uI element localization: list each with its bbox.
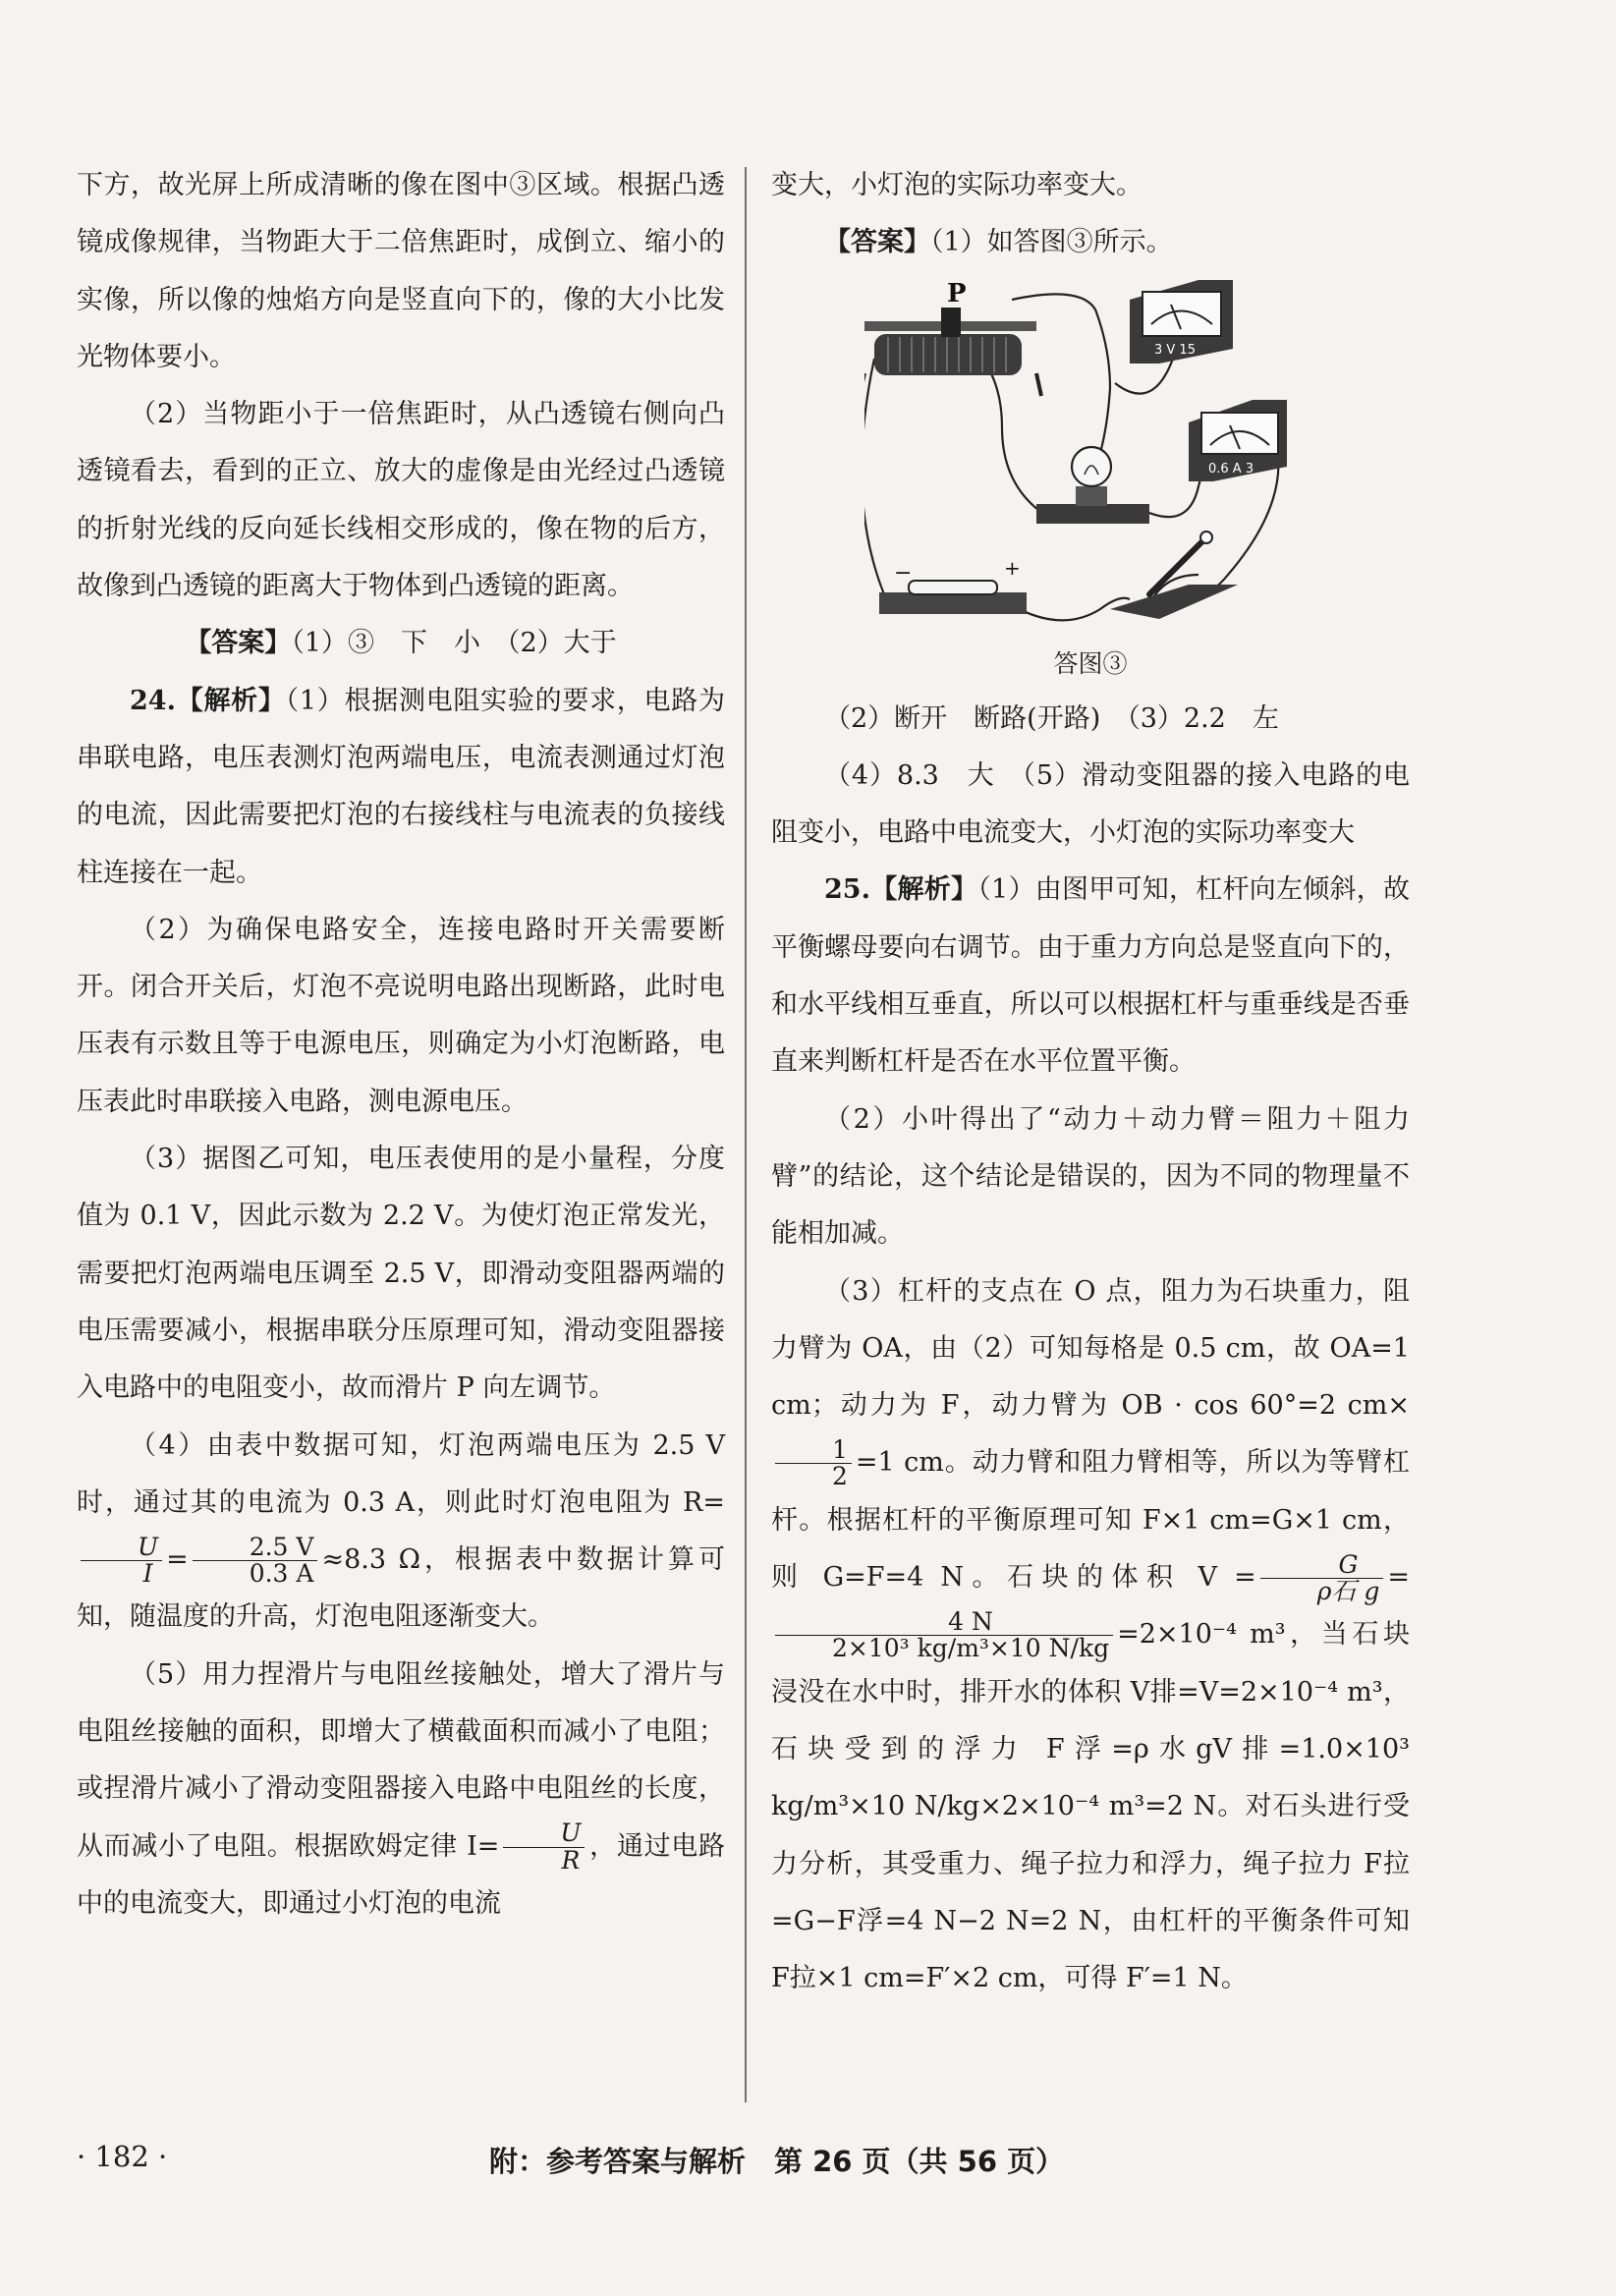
paragraph: 变大，小灯泡的实际功率变大。	[771, 170, 1142, 200]
answer-line	[771, 214, 1410, 271]
svg-text:+: +	[1004, 555, 1021, 580]
fraction-volume: $\frac{4 N}{\text{2×10³ kg/m³×10 N/kg}}$	[775, 1609, 1113, 1662]
answer-text: （1）如答图③所示。	[930, 227, 1173, 258]
question-24-analysis	[77, 673, 725, 902]
ammeter-icon	[1189, 400, 1287, 481]
fraction-resistance: $\frac{2.5 V}{0.3 A}$	[193, 1535, 318, 1588]
text: （4）由表中数据可知，灯泡两端电压为 2.5 V 时，通过其的电流为 0.3 A，则此时灯泡电阻为 R=	[77, 1429, 725, 1518]
svg-text:P: P	[947, 279, 967, 308]
analysis-text: （1）由图甲可知，杠杆向左倾斜，故平衡螺母要向右调节。由于重力方向总是竖直向下的，和水平线相互垂直，所以可以根据杠杆与重垂线是否垂直来判断杠杆是否在水平位置平衡。	[771, 874, 1411, 1078]
paragraph	[771, 1263, 1410, 2008]
rheostat-icon	[864, 280, 1041, 396]
fraction-u-over-i: $\frac{U}{I}$	[81, 1535, 162, 1588]
paragraph: （2）为确保电路安全，连接电路时开关需要断开。闭合开关后，灯泡不亮说明电路出现断路，此时电压表有示数且等于电源电压，则确定为小灯泡断路，电压表此时串联接入电路，测电源电压。	[77, 914, 725, 1117]
circuit-figure	[864, 280, 1316, 634]
svg-text:3 V 15: 3 V 15	[1154, 342, 1196, 358]
paragraph: （3）据图乙可知，电压表使用的是小量程，分度值为 0.1 V，因此示数为 2.2 V。为使灯泡正常发光，需要把灯泡两端电压调至 2.5 V，即滑动变阻器两端的电压需要减小，根据串联分压原理可知，滑动变阻器接入电路中的电阻变小，故而滑片 P 向左调节。	[77, 1144, 725, 1404]
paragraph: （2）断开 断路(开路) （3）2.2 左	[824, 702, 1279, 734]
text: （5）用力捏滑片与电阻丝接触处，增大了滑片与电阻丝接触的面积，即增大了横截面积而减小了电阻；或捏滑片减小了滑动变阻器接入电路中电阻丝的长度，从而减小了电阻。根据欧姆定律 I=	[77, 1658, 725, 1862]
text: =1 cm。动力臂和阻力臂相等，所以为等臂杠杆。根据杠杆的平衡原理可知 F×1 cm=G×1 cm，则 G=F=4 N。石块的体积 V =	[771, 1447, 1410, 1594]
answer-line	[77, 615, 725, 672]
paragraph: （2）小叶得出了“动力＋动力臂＝阻力＋阻力臂”的结论，这个结论是错误的，因为不同的物理量不能相加减。	[771, 1103, 1410, 1250]
fraction-g-over-rho-g: $\frac{G}{\text{ρ石 g}}$	[1260, 1552, 1384, 1605]
page-number: · 182 ·	[77, 2140, 168, 2173]
analysis-tag: 【解析】	[869, 874, 978, 906]
fraction-one-half: $\frac{1}{2}$	[775, 1437, 852, 1490]
right-column	[771, 157, 1410, 2007]
text: =2×10⁻⁴ m³，当石块浸没在水中时，排开水的体积 V排=V=2×10⁻⁴ m³，石块受到的浮力 F浮=ρ水gV排=1.0×10³ kg/m³×10 N/kg×2×10⁻⁴ m³=2 N。对石头进行受力分析，其受重力、绳子拉力和浮力，绳子拉力 F拉=G−F浮=4 N−2 N=2 N，由杠杆的平衡条件可知 F拉×1 cm=F′×2 cm，可得 F′=1 N。	[771, 1619, 1410, 1994]
paragraph: （4）由表中数据可知，灯泡两端电压为 2.5 V 时，通过其的电流为 0.3 A，则此时灯泡电阻为 R= $\frac{U}{I}$ = $\frac{2.5 V}{0.3 A}$ ≈8.3 Ω，根据表中数据计算可知，随温度的升高，灯泡电阻逐渐变大。	[77, 1429, 725, 1633]
text: （3）杠杆的支点在 O 点，阻力为石块重力，阻力臂为 OA，由（2）可知每格是 0.5 cm，故 OA=1 cm；动力为 F，动力臂为 OB · cos 60°=2 cm×	[771, 1275, 1410, 1422]
text: ≈8.3 Ω，根据表中数据计算可知，随温度的升高，灯泡电阻逐渐变大。	[77, 1544, 725, 1633]
answer-text: （1）③ 下 小 （2）大于	[291, 628, 617, 659]
question-number: 25.	[824, 874, 870, 906]
voltmeter-icon	[1130, 280, 1233, 364]
fraction-u-over-r: $\frac{U}{R}$	[503, 1820, 585, 1874]
answer-tag: 【答案】	[185, 628, 292, 659]
figure-caption: 答图③	[1053, 648, 1128, 678]
paragraph: （4）8.3 大 （5）滑动变阻器的接入电路的电阻变小，电路中电流变大，小灯泡的实际功率变大	[771, 759, 1410, 849]
paragraph: （2）当物距小于一倍焦距时，从凸透镜右侧向凸透镜看去，看到的正立、放大的虚像是由光经过凸透镜的折射光线的反向延长线相交形成的，像在物的后方，故像到凸透镜的距离大于物体到凸透镜的距离。	[77, 399, 725, 602]
paragraph	[77, 1647, 725, 1932]
column-divider	[745, 167, 747, 2102]
left-column	[77, 157, 725, 1932]
analysis-text: （1）根据测电阻实验的要求，电路为串联电路，电压表测灯泡两端电压，电流表测通过灯泡的电流，因此需要把灯泡的右接线柱与电流表的负接线柱连接在一起。	[77, 685, 725, 888]
question-25-analysis	[771, 862, 1410, 1091]
paragraph: 下方，故光屏上所成清晰的像在图中③区域。根据凸透镜成像规律，当物距大于二倍焦距时，成倒立、缩小的实像，所以像的烛焰方向是竖直向下的，像的大小比发光物体要小。	[77, 170, 725, 372]
switch-icon	[1110, 532, 1238, 619]
svg-text:−: −	[894, 560, 913, 586]
analysis-tag: 【解析】	[175, 685, 286, 716]
footer-title: 附：参考答案与解析 第 26 页（共 56 页）	[489, 2145, 1065, 2178]
battery-icon	[879, 556, 1027, 614]
text: =	[1387, 1562, 1410, 1594]
question-number: 24.	[130, 685, 176, 716]
page-footer	[77, 2140, 1413, 2189]
light-bulb-icon	[1036, 447, 1149, 524]
answer-tag: 【答案】	[824, 227, 930, 258]
svg-text:0.6 A 3: 0.6 A 3	[1208, 461, 1254, 476]
text: ，通过电路中的电流变大，即通过小灯泡的电流	[77, 1830, 725, 1919]
